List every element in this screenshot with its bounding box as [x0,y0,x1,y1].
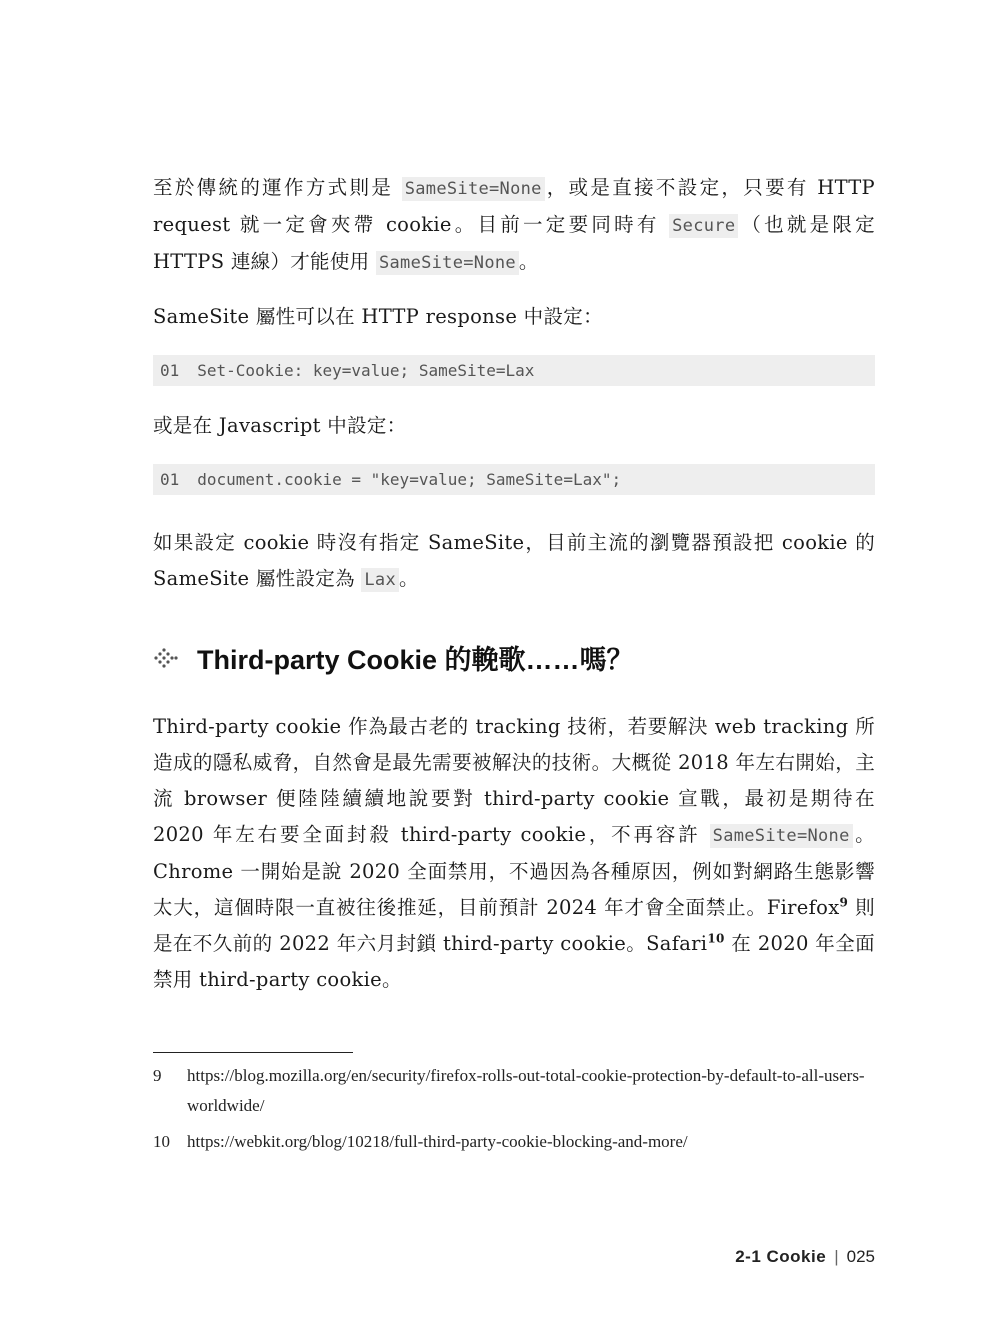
heading-title: Third-party Cookie 的輓歌……嗎？ [197,645,634,675]
text: ，或是直接不設定，只要有 HTTP request 就一定會夾帶 cookie。目前一定要同時有 [153,176,875,236]
footnote-link[interactable]: https://webkit.org/blog/10218/full-third-party-cookie-blocking-and-more/ [187,1132,688,1151]
paragraph-samesite-none [153,170,875,281]
footnote-ref-9[interactable]: 9 [839,895,849,910]
footnote-ref-10[interactable]: 10 [707,931,725,946]
text: 如果設定 cookie 時沒有指定 SameSite，目前主流的瀏覽器預設把 cookie 的 SameSite 屬性設定為 [153,531,875,590]
paragraph-response-intro: SameSite 屬性可以在 HTTP response 中設定： [153,305,603,328]
text: 。Chrome 一開始是說 2020 全面禁用，不過因為各種原因，例如對網路生態影響太大，這個時限一直被往後推延，目前預計 2024 年才會全面禁止。Firefox [153,823,875,919]
section-marker-icon [153,646,181,670]
chapter-label: 2-1 Cookie [735,1247,827,1266]
footnote-number: 9 [153,1066,162,1085]
footnote-divider [153,1052,353,1053]
footnote-number: 10 [153,1132,170,1151]
code-line: document.cookie = "key=value; SameSite=Lax"; [197,470,622,489]
line-number: 01 [160,470,180,489]
paragraph-default-lax [153,525,875,598]
text: 在 2020 年全面禁用 third-party cookie。 [153,932,875,991]
footnote-9 [153,1061,875,1121]
text: 至於傳統的運作方式則是 [153,176,402,199]
footnote-10 [153,1127,875,1157]
inline-code: SameSite=None [402,177,545,201]
text: Third-party cookie 作為最古老的 tracking 技術，若要解決 web tracking 所造成的隱私威脅，自然會是最先需要被解決的技術。大概從 2018 年左右開始，主流 browser 便陸陸續續地說要對 third-party cookie 宣戰，最初是期待在 2020 年左右要全面封殺 third-party cookie，不再容許 [153,715,875,846]
inline-code: Lax [361,568,399,592]
page-content [153,170,875,1157]
text: 。 [518,250,539,273]
footer-separator: | [834,1247,839,1266]
inline-code: SameSite=None [710,824,853,848]
footnote-link[interactable]: https://blog.mozilla.org/en/security/firefox-rolls-out-total-cookie-protection-by-default-to-all-users-worldwide/ [187,1066,865,1115]
code-line: Set-Cookie: key=value; SameSite=Lax [197,361,535,380]
text: 則是在不久前的 2022 年六月封鎖 third-party cookie。Safari [153,896,875,955]
section-heading [153,638,875,677]
inline-code: Secure [669,214,738,238]
text: （也就是限定 HTTPS 連線）才能使用 [153,213,875,273]
text: 。 [399,567,419,590]
inline-code: SameSite=None [376,251,519,275]
page-number: 025 [846,1247,875,1266]
paragraph-javascript-intro: 或是在 Javascript 中設定： [153,414,407,437]
code-block-document-cookie [153,464,875,495]
line-number: 01 [160,361,180,380]
code-block-set-cookie [153,355,875,386]
page-footer [735,1247,875,1267]
paragraph-third-party-history [153,709,875,998]
